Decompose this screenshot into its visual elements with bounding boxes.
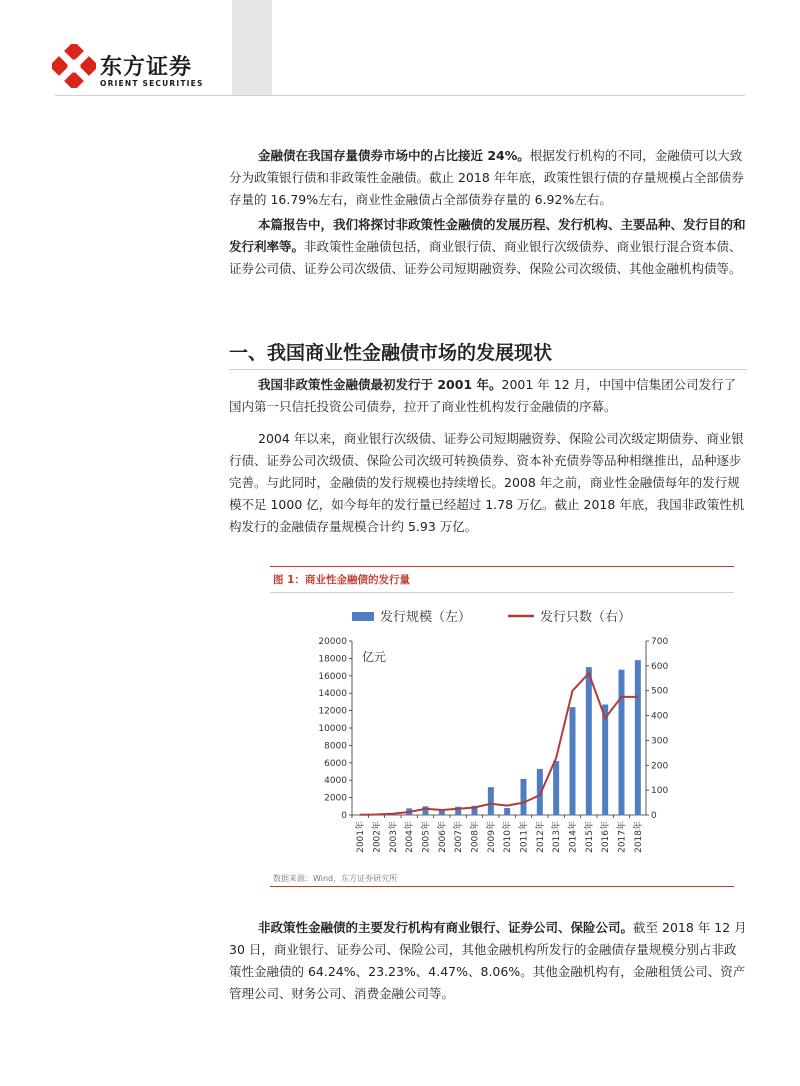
section-1-p2-text: 2004 年以来，商业银行次级债、证券公司短期融资券、保险公司次级定期债券、商业银行债、证券公司次级债、保险公司次级可转换债券、资本补充债券等品种相继推出，品种逐步完善。与此同时，金融债的发行规模也持续增长。2008 年之前，商业性金融债每年的发行规模不足 1000 亿，如今每年的发行量已经超过 1.78 万亿。截止 2018 年底，我国非政策性机构发行的金融债存量规模合计约 5.93 万亿。: [229, 431, 745, 534]
y-right-tick-label: 500: [651, 686, 669, 697]
bar-2013年: [553, 761, 559, 815]
closing-paragraph: [229, 917, 747, 1005]
x-tick-label: 2012年: [535, 821, 546, 853]
line-point-2008年: [474, 807, 476, 809]
x-tick-label: 2014年: [568, 821, 579, 853]
issuance-count-line: [360, 673, 638, 815]
bar-2006年: [439, 811, 445, 815]
x-tick-label: 2015年: [584, 821, 595, 853]
line-point-2003年: [392, 813, 394, 815]
x-tick-label: 2004年: [405, 821, 416, 853]
y-left-tick-label: 2000: [324, 793, 347, 804]
line-point-2004年: [408, 811, 410, 813]
legend-line-label: 发行只数（右）: [540, 610, 632, 625]
bar-2014年: [570, 707, 576, 815]
line-point-2013年: [555, 757, 557, 759]
figure-title: 图 1：商业性金融债的发行量: [273, 574, 410, 586]
bar-2011年: [521, 779, 527, 815]
bar-2010年: [504, 808, 510, 815]
bar-2017年: [619, 670, 625, 815]
y-right-tick-label: 0: [651, 811, 657, 821]
line-point-2012年: [539, 794, 541, 796]
y-left-tick-label: 10000: [318, 724, 347, 734]
bar-2018年: [635, 660, 641, 815]
intro-paragraph-2: [229, 214, 747, 280]
section-1-p1-bold: 我国非政策性金融债最初发行于 2001 年。: [258, 377, 502, 392]
intro-p1-bold: 金融债在我国存量债券市场中的占比接近 24%。: [258, 148, 530, 163]
y-right-tick-label: 400: [651, 711, 669, 722]
section-1-rule: [229, 369, 747, 370]
y-right-tick-label: 700: [651, 637, 669, 647]
y-right-tick-label: 200: [651, 761, 669, 772]
x-tick-label: 2005年: [421, 821, 432, 853]
y-left-tick-label: 6000: [324, 758, 347, 769]
intro-p1-rest: 根据发行机构的不同，金融债可以大致分为政策银行债和非政策性金融债。截止 2018 年年底，政策性银行债的存量规模占全部债券存量的 16.79%左右，商业性金融债占全部债券存量的 6.92%左右。: [229, 148, 744, 207]
x-tick-label: 2010年: [503, 821, 514, 853]
y-left-tick-label: 16000: [318, 671, 347, 682]
logo-english-name: ORIENT SECURITIES: [100, 79, 204, 88]
line-point-2001年: [359, 814, 361, 816]
company-logo: [52, 44, 252, 94]
line-point-2009年: [490, 803, 492, 805]
line-point-2010年: [506, 805, 508, 807]
x-tick-label: 2007年: [454, 821, 465, 853]
y-left-tick-label: 8000: [324, 741, 347, 752]
x-tick-label: 2009年: [486, 821, 497, 853]
x-tick-label: 2001年: [356, 821, 367, 853]
orient-securities-logo-icon: [52, 44, 96, 88]
intro-paragraph-1: [229, 145, 747, 211]
section-1-paragraph-1: [229, 374, 747, 418]
y-left-tick-label: 18000: [318, 654, 347, 665]
y-left-unit-label: 亿元: [362, 650, 387, 664]
line-point-2014年: [572, 690, 574, 692]
bar-2016年: [602, 705, 608, 815]
y-left-tick-label: 20000: [318, 637, 347, 647]
section-1-title: 一、我国商业性金融债市场的发展现状: [229, 342, 553, 364]
y-left-tick-label: 14000: [318, 689, 347, 700]
bar-2015年: [586, 667, 592, 815]
x-tick-label: 2016年: [601, 821, 612, 853]
header-divider: [55, 95, 745, 96]
logo-chinese-name: 东方证券: [100, 55, 193, 80]
figure-title-rule: [270, 592, 734, 593]
line-point-2015年: [588, 673, 590, 675]
figure-bottom-rule: [270, 886, 734, 887]
bar-2005年: [423, 806, 429, 815]
y-left-tick-label: 12000: [318, 706, 347, 717]
issuance-chart: [300, 600, 690, 862]
x-tick-label: 2013年: [552, 821, 563, 853]
figure-source: 数据来源：Wind，东方证券研究所: [273, 874, 398, 883]
y-right-tick-label: 300: [651, 736, 669, 747]
closing-p1-bold: 非政策性金融债的主要发行机构有商业银行、证券公司、保险公司。: [258, 920, 634, 935]
legend-bar-label: 发行规模（左）: [380, 610, 472, 625]
intro-p2-bold: 本篇报告中，我们将探讨非政策性金融债的发展历程、发行机构、主要品种、发行目的和发行利率等。: [229, 217, 746, 254]
y-right-tick-label: 600: [651, 661, 669, 672]
line-point-2016年: [604, 717, 606, 719]
x-tick-label: 2011年: [519, 821, 530, 853]
x-tick-label: 2008年: [470, 821, 481, 853]
y-left-tick-label: 4000: [324, 776, 347, 787]
section-1-p1-rest: 2001 年 12 月，中国中信集团公司发行了国内第一只信托投资公司债券，拉开了商业性机构发行金融债的序幕。: [229, 377, 737, 414]
legend-bar-swatch: [352, 612, 374, 621]
line-point-2006年: [441, 809, 443, 811]
x-tick-label: 2018年: [633, 821, 644, 853]
line-point-2007年: [457, 808, 459, 810]
y-right-tick-label: 100: [651, 786, 669, 797]
line-point-2005年: [425, 808, 427, 810]
section-1-paragraph-2: [229, 428, 747, 538]
closing-p1-rest: 截至 2018 年 12 月 30 日，商业银行、证券公司、保险公司，其他金融机构所发行的金融债存量规模分别占非政策性金融债的 64.24%、23.23%、4.47%、8.06%。其他金融机构有，金融租赁公司、资产管理公司、财务公司、消费金融公司等。: [229, 920, 747, 1001]
page-header: [0, 0, 800, 100]
y-left-tick-label: 0: [341, 811, 347, 821]
line-point-2011年: [523, 802, 525, 804]
intro-p2-rest: 非政策性金融债包括，商业银行债、商业银行次级债券、商业银行混合资本债、证券公司债、证券公司次级债、证券公司短期融资券、保险公司次级债、其他金融机构债等。: [229, 239, 742, 276]
bar-2009年: [488, 787, 494, 815]
line-point-2002年: [376, 814, 378, 816]
line-point-2017年: [621, 696, 623, 698]
x-tick-label: 2006年: [437, 821, 448, 853]
line-point-2018年: [637, 696, 639, 698]
x-tick-label: 2002年: [372, 821, 383, 853]
x-tick-label: 2003年: [388, 821, 399, 853]
figure-top-rule: [270, 566, 734, 567]
x-tick-label: 2017年: [617, 821, 628, 853]
